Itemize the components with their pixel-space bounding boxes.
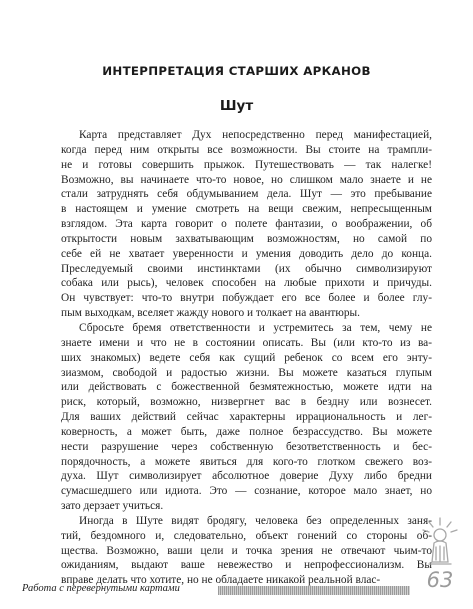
body-line: себе ей не хватает уверенности и умения доводить дело до конца.: [61, 247, 432, 260]
body-line: тий, бездомного и, следовательно, объект гонений со стороны об-: [61, 529, 432, 542]
body-line: нести разрушение через собственную безответственность и бес-: [61, 440, 432, 453]
body-text: [61, 128, 432, 588]
body-line: Возможно, вы начинаете что-то новое, но слишком мало знаете и не: [61, 173, 432, 186]
body-line: знаете имени и что не в состоянии описать. Вы (или кто-то из ва-: [61, 336, 432, 349]
body-line: сумасшедшего или идиота. Это — сознание, которое мало знает, но: [61, 485, 432, 498]
body-line: Он чувствует: что-то внутри побуждает его все более и более глу-: [61, 292, 432, 305]
body-line: когда перед ним открыты все возможности. Вы стоите на трампли-: [61, 143, 432, 156]
card-title: Шут: [219, 98, 254, 114]
body-line: открытости новым захватывающим возможностям, но самой по: [61, 232, 432, 245]
body-line: зато дерзает учиться.: [61, 500, 164, 513]
body-line: пым выходкам, вселяет жажду нового и толкает на авантюры.: [61, 307, 360, 320]
body-line: Сбросьте бремя ответственности и устремитесь за тем, чему не: [79, 321, 432, 334]
body-line: не и готовы совершить прыжок. Путешествовать — так налегке!: [61, 158, 432, 171]
page-number: 63: [426, 568, 454, 592]
body-line: вправе делать что хотите, но не обладаете никакой реальной влас-: [61, 574, 381, 587]
body-line: взглядом. Эта карта говорит о полете фантазии, о воображении, об: [61, 218, 432, 231]
body-line: Иногда в Шуте видят бродягу, человека без определенных заня-: [79, 514, 432, 527]
body-line: ших знакомых) ведете себя как сущий ребенок со всем его энту-: [61, 351, 432, 364]
body-line: риск, который, возможно, низвергнет вас в бездну или вознесет.: [61, 396, 432, 409]
body-line: духа. Шут символизирует абсолютное доверие Духу либо бредни: [61, 470, 432, 483]
footer-decorative-bar: [218, 586, 410, 595]
body-line: или действовать с божественной безмятежностью, можете идти на: [61, 381, 432, 394]
body-line: Для ваших действий сейчас характерны иррациональность и лег-: [61, 411, 432, 424]
body-line: порядочность, а можете явиться для кого-то глотком свежего воз-: [61, 455, 432, 468]
body-line: в настоящем и умение смотреть на вещи свежим, непресыщенным: [61, 203, 432, 216]
section-heading: ИНТЕРПРЕТАЦИЯ СТАРШИХ АРКАНОВ: [102, 64, 371, 78]
fool-tarot-icon: [420, 516, 460, 568]
body-line: Преследуемый своими инстинктами (их обычно символизируют: [61, 262, 432, 275]
body-line: зиазмом, свободой и радостью жизни. Вы можете казаться глупым: [61, 366, 432, 379]
body-line: щества. Возможно, ваши цели и точка зрения не отвечают чьим-то: [61, 544, 432, 557]
body-line: собака или рысь), человек способен на любые прихоти и причуды.: [61, 277, 432, 290]
body-line: коверность, а может быть, даже полное безрассудство. Вы можете: [61, 425, 432, 438]
body-line: ожиданиям, выдают ваше невежество и непрофессионализм. Вы: [61, 559, 432, 572]
footer-section-label: Работа с перевернутыми картами: [22, 583, 180, 594]
body-line: Карта представляет Дух непосредственно перед манифестацией,: [79, 129, 432, 141]
body-line: стали затруднять себя обдумыванием дела. Шут — это пребывание: [61, 188, 432, 201]
